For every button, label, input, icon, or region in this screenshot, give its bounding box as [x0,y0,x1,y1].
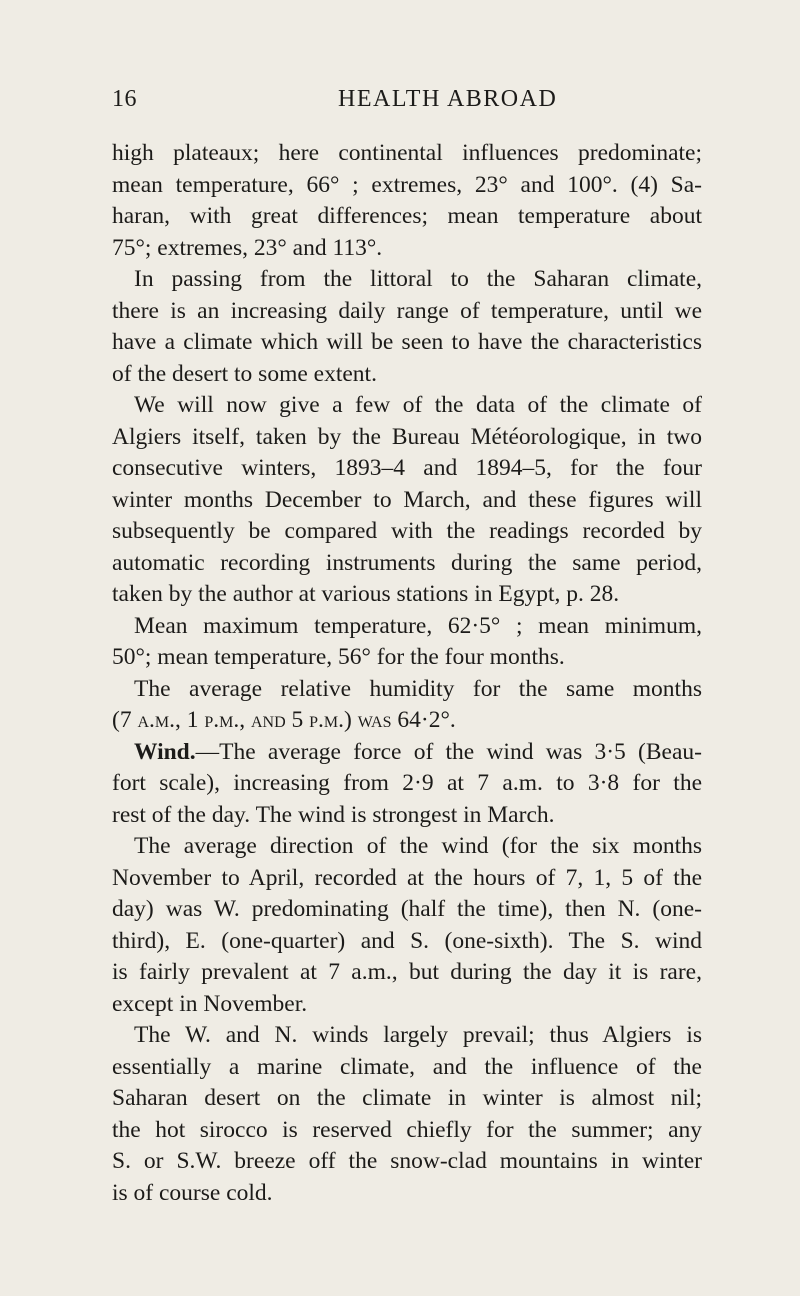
text-line: is of course cold. [112,1179,273,1206]
text-line: mean temperature, 66° ; extremes, 23° and 100°. (4) Sa- [112,171,702,198]
text-line: (7 a.m., 1 p.m., and 5 p.m.) was 64·2°. [112,707,456,733]
text-line: We will now give a few of the data of the climate of [134,392,702,418]
text-line: 50°; mean temperature, 56° for the four months. [112,644,565,670]
text-line: consecutive winters, 1893–4 and 1894–5, for the four [112,455,702,481]
text-line: Mean maximum temperature, 62·5° ; mean minimum, [134,612,702,639]
text-line: S. or S.W. breeze off the snow-clad mountains in winter [112,1148,702,1174]
text-line: fort scale), increasing from 2·9 at 7 a.m. to 3·8 for the [112,770,702,796]
text-line: third), E. (one-quarter) and S. (one-sixth). The S. wind [112,927,702,954]
wind-heading: Wind. [134,738,196,765]
text-line: November to April, recorded at the hours of 7, 1, 5 of the [112,864,702,891]
page-header [112,86,712,120]
text-line: The average direction of the wind (for the six months [134,833,702,859]
text-line: essentially a marine climate, and the influence of the [112,1053,702,1080]
text-line: The average relative humidity for the same months [134,675,702,702]
text-line: haran, with great differences; mean temperature about [112,203,702,229]
text-line: winter months December to March, and these figures will [112,486,702,513]
text-line: except in November. [112,990,308,1017]
running-head: HEALTH ABROAD [338,86,558,112]
text-line: rest of the day. The wind is strongest in March. [112,801,555,828]
text-line: day) was W. predominating (half the time), then N. (one- [112,896,702,922]
text-line: automatic recording instruments during the same period, [112,549,702,576]
text-line: have a climate which will be seen to have the characteristics [112,329,702,355]
text-line: Algiers itself, taken by the Bureau Météorologique, in two [112,423,702,450]
text-line: taken by the author at various stations in Egypt, p. 28. [112,581,620,607]
text-line: of the desert to some extent. [112,360,377,387]
wind-line-text: —The average force of the wind was 3·5 (Beau- [195,738,702,765]
text-line: subsequently be compared with the readings recorded by [112,518,702,544]
body-text [112,138,702,1209]
text-line [112,737,702,769]
text-line: there is an increasing daily range of temperature, until we [112,297,702,324]
text-line: high plateaux; here continental influences predominate; [112,140,702,166]
text-line: the hot sirocco is reserved chiefly for the summer; any [112,1116,702,1143]
text-line: The W. and N. winds largely prevail; thus Algiers is [134,1022,702,1048]
text-line: Saharan desert on the climate in winter is almost nil; [112,1085,702,1111]
page-number: 16 [112,86,137,112]
text-line: 75°; extremes, 23° and 113°. [112,234,383,261]
text-line: In passing from the littoral to the Saharan climate, [134,266,702,292]
text-line: is fairly prevalent at 7 a.m., but during the day it is rare, [112,959,702,985]
